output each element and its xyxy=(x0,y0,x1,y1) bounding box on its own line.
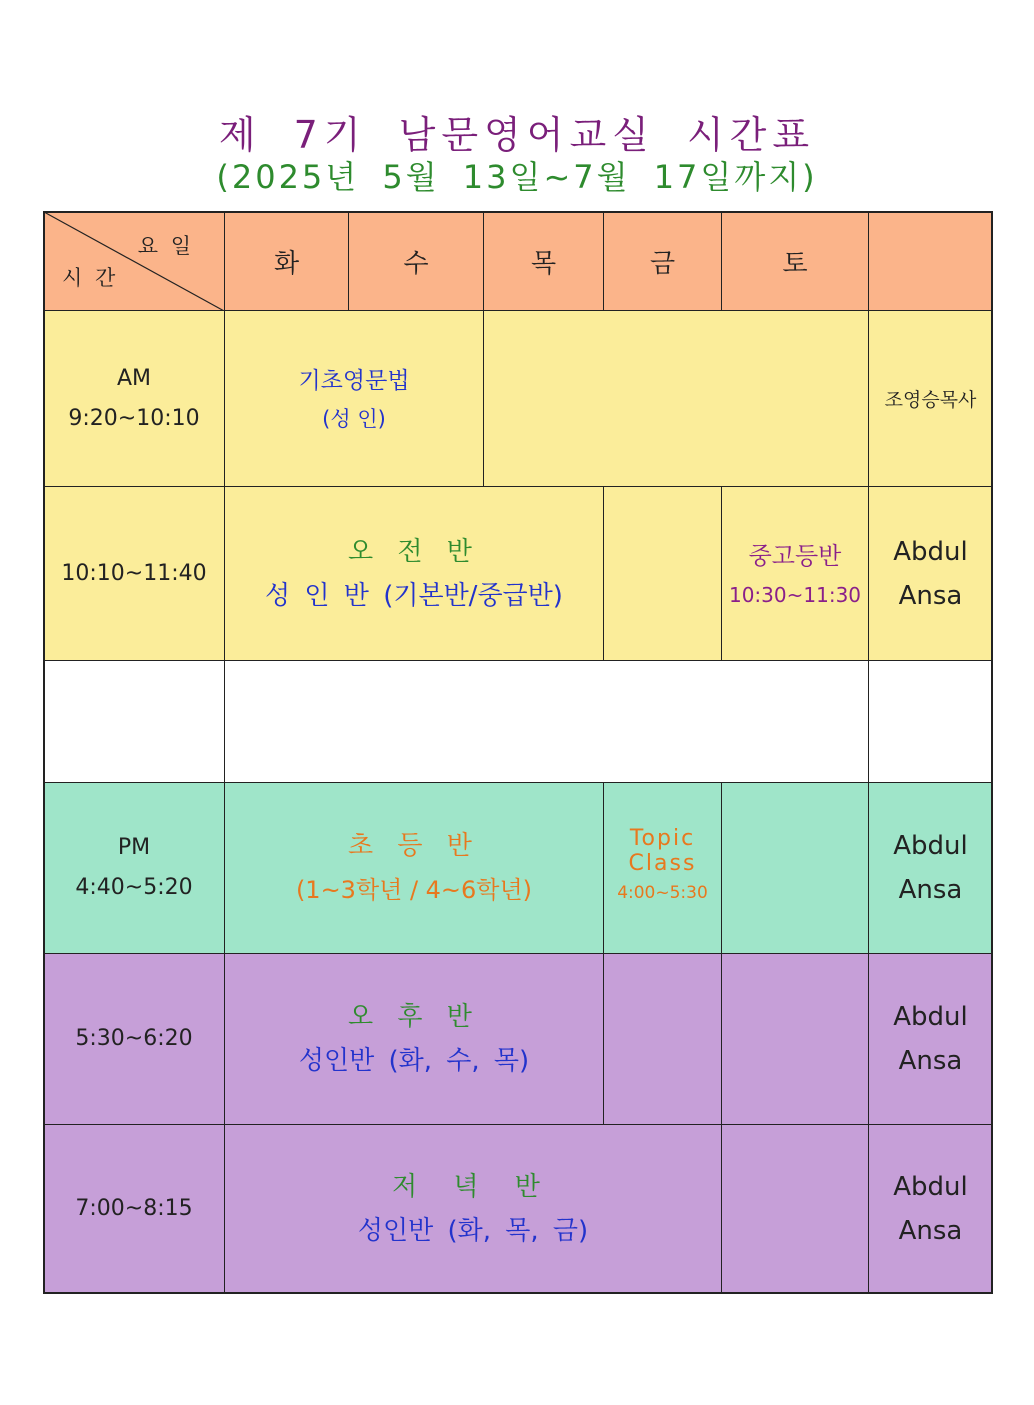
teacher-cell xyxy=(868,310,993,487)
class-subtitle: (성 인) xyxy=(322,406,386,431)
page-subtitle: (2025년 5월 13일~7월 17일까지) xyxy=(216,158,818,196)
header-day-thu: 목 xyxy=(483,211,604,311)
teacher-name: 조영승목사 xyxy=(884,389,977,411)
empty-cell xyxy=(721,1124,869,1294)
teacher-cell xyxy=(868,486,993,661)
teacher-name: Ansa xyxy=(898,1046,963,1076)
corner-header-cell xyxy=(43,211,225,311)
blank-cell xyxy=(224,660,869,783)
class-title: 기초영문법 xyxy=(298,367,410,394)
empty-cell xyxy=(603,953,722,1125)
teacher-cell xyxy=(868,953,993,1125)
blank-cell xyxy=(868,660,993,783)
header-day-sat: 토 xyxy=(721,211,869,311)
blank-cell xyxy=(43,660,225,783)
class-title: 오 후 반 xyxy=(348,1002,480,1032)
teacher-name: Ansa xyxy=(898,580,963,611)
class-title: 오 전 반 xyxy=(348,536,480,567)
header-day-fri: 금 xyxy=(603,211,722,311)
time-range: 9:20~10:10 xyxy=(68,405,200,431)
time-period: PM xyxy=(117,835,151,860)
class-middle-high xyxy=(721,486,869,661)
teacher-name: Abdul xyxy=(893,1002,968,1032)
teacher-name: Ansa xyxy=(898,1216,963,1246)
teacher-name: Ansa xyxy=(898,875,963,905)
empty-cell xyxy=(721,782,869,954)
class-title: Topic xyxy=(629,826,696,851)
time-range: 10:10~11:40 xyxy=(61,560,207,586)
header-day-tue: 화 xyxy=(224,211,349,311)
class-elementary xyxy=(224,782,604,954)
teacher-name: Abdul xyxy=(893,536,968,567)
class-title: 초 등 반 xyxy=(348,831,480,861)
time-period: AM xyxy=(116,365,152,391)
teacher-cell xyxy=(868,1124,993,1294)
class-subtitle: 성인반 (화, 수, 목) xyxy=(298,1046,530,1076)
teacher-cell xyxy=(868,782,993,954)
time-cell-evening xyxy=(43,1124,225,1294)
empty-cell xyxy=(603,486,722,661)
class-topic xyxy=(603,782,722,954)
class-subtitle: 성인반 (화, 목, 금) xyxy=(357,1216,589,1246)
class-morning xyxy=(224,486,604,661)
time-range: 5:30~6:20 xyxy=(75,1026,193,1051)
empty-cell xyxy=(721,953,869,1125)
teacher-name: Abdul xyxy=(893,831,968,861)
time-cell-afternoon xyxy=(43,953,225,1125)
class-basic-grammar xyxy=(224,310,484,487)
class-time: 4:00~5:30 xyxy=(617,883,708,903)
class-title: 저 녁 반 xyxy=(392,1172,554,1202)
class-time: 10:30~11:30 xyxy=(728,582,862,607)
page-title: 제 7기 남문영어교실 시간표 xyxy=(218,113,816,157)
header-day-wed: 수 xyxy=(348,211,484,311)
class-evening xyxy=(224,1124,722,1294)
time-range: 7:00~8:15 xyxy=(75,1196,193,1221)
time-cell-morning xyxy=(43,486,225,661)
corner-time-label: 시 간 xyxy=(62,266,119,290)
empty-cell xyxy=(483,310,869,487)
class-subtitle: (1~3학년 / 4~6학년) xyxy=(295,876,533,904)
time-cell-pm xyxy=(43,782,225,954)
header-extra xyxy=(868,211,993,311)
class-title: 중고등반 xyxy=(748,541,842,570)
class-afternoon xyxy=(224,953,604,1125)
class-subtitle: 성 인 반 (기본반/중급반) xyxy=(265,580,563,611)
time-cell-am xyxy=(43,310,225,487)
corner-day-label: 요 일 xyxy=(137,234,194,258)
class-title: Class xyxy=(628,851,697,876)
time-range: 4:40~5:20 xyxy=(75,875,193,900)
teacher-name: Abdul xyxy=(893,1172,968,1202)
